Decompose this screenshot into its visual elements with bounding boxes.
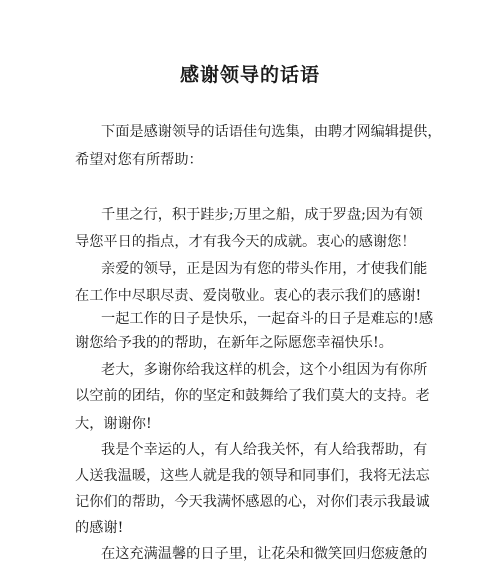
paragraph-line: 我是个幸运的人，有人给我关怀，有人给我帮助，有 bbox=[101, 442, 428, 458]
paragraph-line: 大，谢谢你! bbox=[75, 416, 152, 432]
paragraph-line: 在这充满温馨的日子里，让花朵和微笑回归您疲惫的 bbox=[101, 546, 428, 562]
document-title: 感谢领导的话语 bbox=[179, 64, 320, 86]
paragraph-line: 希望对您有所帮助： bbox=[75, 152, 203, 168]
paragraph-line: 导您平日的指点，才有我今天的成就。衷心的感谢您！ bbox=[75, 234, 416, 250]
paragraph-line: 千里之行，积于跬步;万里之船，成于罗盘;因为有领 bbox=[101, 207, 423, 223]
paragraph-line: 记你们的帮助，今天我满怀感恩的心，对你们表示我最诚 bbox=[75, 494, 430, 510]
paragraph-line: 的感谢! bbox=[75, 520, 124, 536]
paragraph-line: 人送我温暖，这些人就是我的领导和同事们，我将无法忘 bbox=[75, 468, 430, 484]
paragraph-line: 在工作中尽职尽责、爱岗敬业。衷心的表示我们的感谢! bbox=[75, 288, 422, 304]
paragraph-line: 亲爱的领导，正是因为有您的带头作用，才使我们能 bbox=[101, 261, 428, 277]
paragraph-line: 以空前的团结，你的坚定和鼓舞给了我们莫大的支持。老 bbox=[75, 388, 430, 404]
paragraph-line: 老大，多谢你给我这样的机会，这个小组因为有你所 bbox=[101, 362, 428, 378]
paragraph-line: 一起工作的日子是快乐，一起奋斗的日子是难忘的!感 bbox=[101, 311, 434, 327]
paragraph-line: 下面是感谢领导的话语佳句选集，由聘才网编辑提供， bbox=[101, 124, 442, 140]
paragraph-line: 谢您给予我的的帮助，在新年之际愿您幸福快乐!。 bbox=[75, 335, 393, 351]
